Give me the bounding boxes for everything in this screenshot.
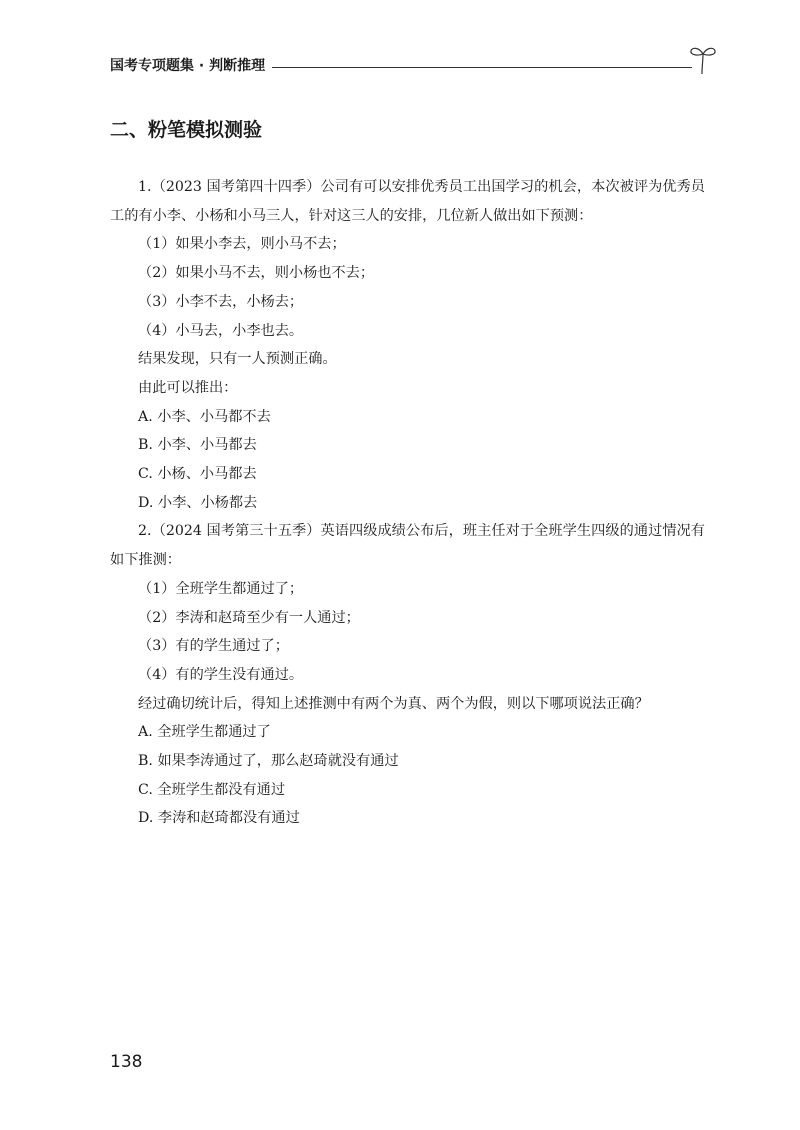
question-stem: 1.（2023 国考第四十四季）公司有可以安排优秀员工出国学习的机会，本次被评为优秀员工的有小李、小杨和小马三人，针对这三人的安排，几位新人做出如下预测： (110, 179, 705, 224)
answer-option: A. 小李、小马都不去 (138, 408, 271, 425)
book-title: 国考专项题集 · 判断推理 (110, 58, 266, 74)
premise: （2）如果小马不去，则小杨也不去； (138, 265, 375, 282)
answer-option: A. 全班学生都通过了 (138, 724, 271, 741)
premise: （4）小马去，小李也去。 (138, 322, 304, 339)
premise: （3）有的学生通过了； (138, 638, 289, 655)
answer-option: D. 小李、小杨都去 (138, 494, 258, 511)
answer-option: B. 如果李涛通过了，那么赵琦就没有通过 (138, 753, 399, 770)
question-note: 结果发现，只有一人预测正确。 (138, 351, 337, 368)
premise: （1）如果小李去，则小马不去； (138, 236, 346, 253)
question-note: 经过确切统计后，得知上述推测中有两个为真、两个为假，则以下哪项说法正确？ (138, 695, 649, 712)
answer-option: D. 李涛和赵琦都没有通过 (138, 810, 300, 827)
premise: （3）小李不去，小杨去； (138, 293, 304, 310)
running-header (110, 56, 716, 80)
section-title: 二、粉笔模拟测验 (110, 119, 263, 141)
answer-option: C. 小杨、小马都去 (138, 466, 257, 483)
answer-option: C. 全班学生都没有通过 (138, 781, 286, 798)
answer-option: B. 小李、小马都去 (138, 437, 257, 454)
question-2 (110, 517, 705, 833)
sprout-icon (688, 42, 718, 76)
question-note: 由此可以推出： (138, 379, 238, 396)
questions (110, 173, 705, 833)
premise: （4）有的学生没有通过。 (138, 666, 304, 683)
question-stem: 2.（2024 国考第三十五季）英语四级成绩公布后，班主任对于全班学生四级的通过情况有如下推测： (110, 523, 705, 569)
premise: （2）李涛和赵琦至少有一人通过； (138, 609, 360, 626)
question-1 (110, 173, 705, 517)
premise: （1）全班学生都通过了； (138, 580, 304, 597)
header-rule (272, 67, 692, 68)
page-number: 138 (110, 1052, 143, 1072)
